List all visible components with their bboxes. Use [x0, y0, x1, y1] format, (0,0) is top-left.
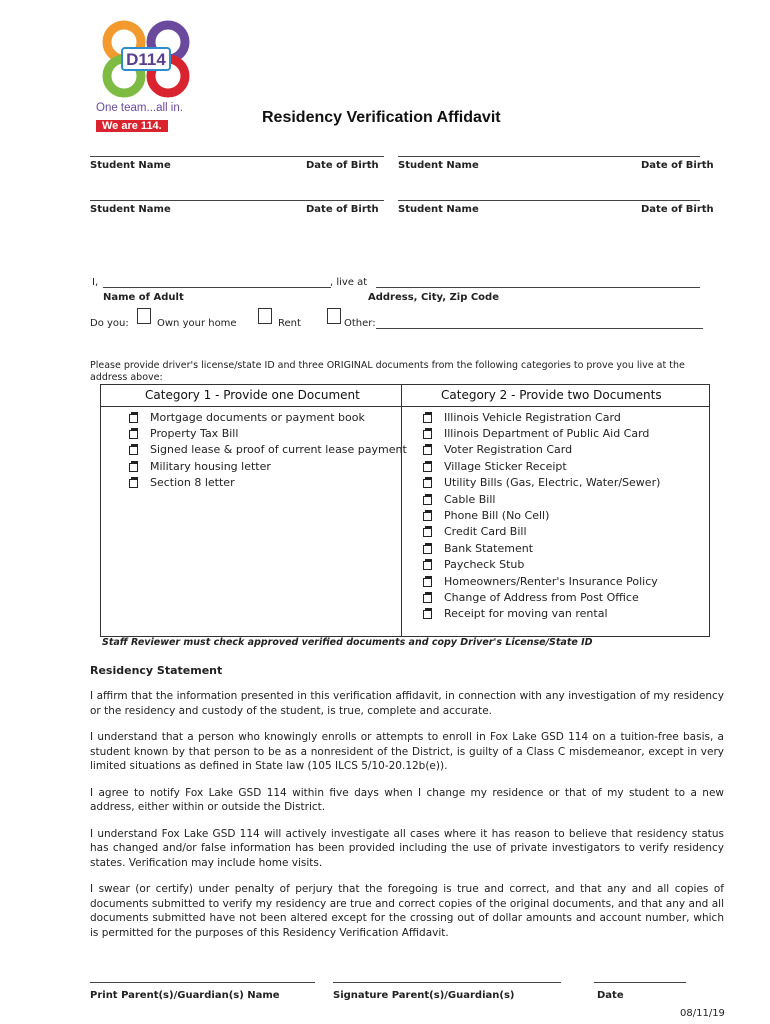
checkbox-icon[interactable] — [423, 592, 434, 603]
checkbox-icon[interactable] — [423, 428, 434, 439]
address-field[interactable] — [376, 287, 700, 288]
rent-label: Rent — [278, 318, 301, 329]
logo-center-text: D114 — [126, 50, 166, 69]
date-of-birth-label: Date of Birth — [306, 160, 379, 171]
statement-body — [90, 689, 724, 940]
checkbox-icon[interactable] — [129, 412, 140, 423]
list-item[interactable]: Cable Bill — [423, 491, 660, 507]
checkbox-icon[interactable] — [423, 510, 434, 521]
list-item[interactable]: Homeowners/Renter's Insurance Policy — [423, 573, 660, 589]
list-item[interactable]: Military housing letter — [129, 458, 407, 474]
live-at-text: , live at — [330, 277, 368, 288]
date-of-birth-label: Date of Birth — [641, 204, 714, 215]
list-item[interactable]: Illinois Department of Public Aid Card — [423, 425, 660, 441]
logo-rings-icon — [92, 20, 202, 100]
category-2-heading: Category 2 - Provide two Documents — [441, 388, 662, 402]
statement-paragraph: I understand that a person who knowingly enrolls or attempts to enroll in Fox Lake GSD 114 on a tuition-free basis, a student known by that person to be as a nonresident of the District, is guilty of a Class C misdemeanor, except in very limited situations as defined in State law (105 ILCS 5/10-20.12b(e)). — [90, 731, 724, 772]
checkbox-icon[interactable] — [129, 477, 140, 488]
checkbox-icon[interactable] — [129, 428, 140, 439]
list-item[interactable]: Section 8 letter — [129, 475, 407, 491]
student-name-line[interactable] — [90, 156, 384, 157]
student-name-line[interactable] — [90, 200, 384, 201]
own-home-checkbox[interactable] — [137, 308, 151, 324]
list-item[interactable]: Illinois Vehicle Registration Card — [423, 409, 660, 425]
checkbox-icon[interactable] — [423, 494, 434, 505]
logo-tagline-1: One team...all in. — [96, 102, 183, 114]
district-logo — [92, 20, 202, 132]
other-field[interactable] — [376, 328, 703, 329]
category-table — [100, 384, 710, 637]
page-title: Residency Verification Affidavit — [262, 109, 501, 126]
signature-label: Signature Parent(s)/Guardian(s) — [333, 990, 515, 1001]
date-field[interactable] — [594, 982, 686, 983]
checkbox-icon[interactable] — [423, 444, 434, 455]
print-name-field[interactable] — [90, 982, 315, 983]
statement-heading: Residency Statement — [90, 664, 223, 677]
signature-field[interactable] — [333, 982, 561, 983]
print-name-label: Print Parent(s)/Guardian(s) Name — [90, 990, 280, 1001]
list-item[interactable]: Credit Card Bill — [423, 524, 660, 540]
list-item[interactable]: Voter Registration Card — [423, 442, 660, 458]
list-item[interactable]: Bank Statement — [423, 540, 660, 556]
other-checkbox[interactable] — [327, 308, 341, 324]
rent-checkbox[interactable] — [258, 308, 272, 324]
list-item[interactable]: Utility Bills (Gas, Electric, Water/Sewer) — [423, 475, 660, 491]
adult-prefix: I, — [92, 277, 99, 288]
own-home-label: Own your home — [157, 318, 237, 329]
list-item[interactable]: Signed lease & proof of current lease payment — [129, 442, 407, 458]
checkbox-icon[interactable] — [423, 543, 434, 554]
statement-paragraph: I affirm that the information presented in this verification affidavit, in connection with any investigation of my residency or the residency and custody of the student, is true, complete and accurate. — [90, 690, 724, 717]
category-1-heading: Category 1 - Provide one Document — [145, 388, 360, 402]
date-of-birth-label: Date of Birth — [306, 204, 379, 215]
list-item[interactable]: Mortgage documents or payment book — [129, 409, 407, 425]
list-item[interactable]: Property Tax Bill — [129, 425, 407, 441]
instructions-text: Please provide driver's license/state ID and three ORIGINAL documents from the following categories to prove you live at the address above: — [90, 360, 685, 383]
date-of-birth-label: Date of Birth — [641, 160, 714, 171]
statement-paragraph: I swear (or certify) under penalty of perjury that the foregoing is true and correct, and that any and all copies of documents submitted to verify my residency are true and correct copies of the original documents, and that any and all documents submitted have not been altered except for the crossing out of dollar amounts and account number, which is permitted for the purposes of this Residency Verification Affidavit. — [90, 883, 724, 939]
checkbox-icon[interactable] — [423, 526, 434, 537]
student-name-label: Student Name — [90, 160, 171, 171]
checkbox-icon[interactable] — [423, 412, 434, 423]
address-label: Address, City, Zip Code — [368, 292, 499, 303]
checkbox-icon[interactable] — [423, 608, 434, 619]
student-name-line[interactable] — [398, 200, 700, 201]
checkbox-icon[interactable] — [423, 461, 434, 472]
ownership-prompt: Do you: — [90, 318, 129, 329]
checkbox-icon[interactable] — [423, 576, 434, 587]
student-name-label: Student Name — [398, 204, 479, 215]
statement-paragraph: I agree to notify Fox Lake GSD 114 within five days when I change my residence or that of my student to a new address, either within or outside the District. — [90, 786, 724, 813]
list-item[interactable]: Village Sticker Receipt — [423, 458, 660, 474]
adult-name-label: Name of Adult — [103, 292, 184, 303]
student-name-label: Student Name — [90, 204, 171, 215]
list-item[interactable]: Phone Bill (No Cell) — [423, 507, 660, 523]
list-item[interactable]: Paycheck Stub — [423, 557, 660, 573]
list-item[interactable]: Change of Address from Post Office — [423, 589, 660, 605]
adult-name-field[interactable] — [103, 287, 331, 288]
student-name-label: Student Name — [398, 160, 479, 171]
other-label: Other: — [344, 318, 376, 329]
checkbox-icon[interactable] — [423, 477, 434, 488]
date-label: Date — [597, 990, 624, 1001]
category-1-list — [129, 409, 407, 491]
category-2-list — [423, 409, 660, 622]
list-item[interactable]: Receipt for moving van rental — [423, 606, 660, 622]
logo-tagline-2: We are 114. — [96, 120, 168, 132]
checkbox-icon[interactable] — [129, 461, 140, 472]
staff-note: Staff Reviewer must check approved verified documents and copy Driver's License/State ID — [102, 637, 593, 648]
footer-date: 08/11/19 — [680, 1008, 725, 1019]
checkbox-icon[interactable] — [423, 559, 434, 570]
statement-paragraph: I understand Fox Lake GSD 114 will actively investigate all cases where it has reason to believe that residency status has changed and/or false information has been provided including the use of private investigators to verify residency states. Verification may include home visits. — [90, 827, 724, 869]
student-name-line[interactable] — [398, 156, 700, 157]
checkbox-icon[interactable] — [129, 444, 140, 455]
